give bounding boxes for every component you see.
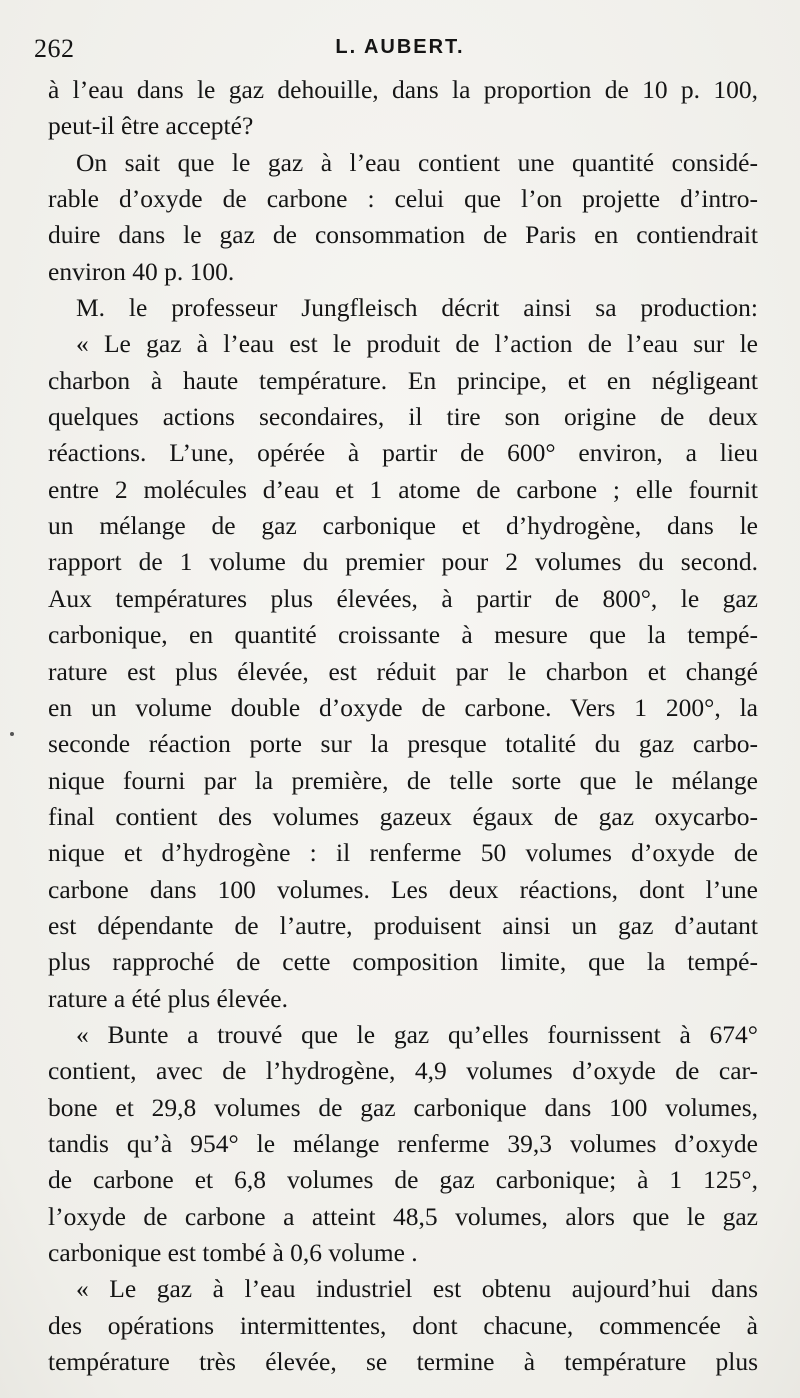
text-line: seconde réaction porte sur la presque totalité du gaz carbo- [48,729,758,759]
text-line: tandis qu’à 954° le mélange renferme 39,3 volumes d’oxyde [48,1128,758,1158]
text-line: final contient des volumes gazeux égaux de gaz oxycarbo- [48,801,758,831]
text-line: plus rapproché de cette composition limite, que la tempé- [48,947,758,977]
text-line: carbonique, en quantité croissante à mesure que la tempé- [48,620,758,650]
text-line: environ 40 p. 100. [48,256,235,286]
page-number: 262 [34,34,75,63]
text-line: « Le gaz à l’eau est le produit de l’action de l’eau sur le [76,329,758,359]
text-line: duire dans le gaz de consommation de Paris en contiendrait [48,220,758,250]
text-line: On sait que le gaz à l’eau contient une quantité considé- [76,147,758,177]
text-line: peut-il être accepté? [48,111,254,141]
text-line: est dépendante de l’autre, produisent ainsi un gaz d’autant [48,910,758,940]
text-line: l’oxyde de carbone a atteint 48,5 volumes, alors que le gaz [48,1201,758,1231]
text-line: à l’eau dans le gaz dehouille, dans la proportion de 10 p. 100, [48,75,758,104]
text-line: en un volume double d’oxyde de carbone. Vers 1 200°, la [48,692,758,722]
text-line: M. le professeur Jungfleisch décrit ainsi sa production: [76,293,758,323]
text-line: charbon à haute température. En principe, et en négligeant [48,365,758,395]
text-line: bone et 29,8 volumes de gaz carbonique dans 100 volumes, [48,1092,758,1122]
running-head: L. AUBERT. [335,36,465,58]
text-line: de carbone et 6,8 volumes de gaz carbonique; à 1 125°, [48,1165,758,1195]
text-line: entre 2 molécules d’eau et 1 atome de carbone ; elle fournit [48,474,758,504]
text-line: rature a été plus élevée. [48,983,288,1013]
margin-dot [10,732,14,736]
text-line: rapport de 1 volume du premier pour 2 volumes du second. [48,547,758,577]
body-text [48,72,758,1380]
text-line: carbonique est tombé à 0,6 volume . [48,1238,418,1267]
text-line: contient, avec de l’hydrogène, 4,9 volumes d’oxyde de car- [48,1056,758,1086]
text-line: température très élevée, se termine à température plus [48,1347,758,1377]
text-line: Aux températures plus élevées, à partir de 800°, le gaz [48,583,758,613]
text-line: rature est plus élevée, est réduit par le charbon et changé [48,656,758,686]
text-line: des opérations intermittentes, dont chacune, commencée à [48,1310,758,1340]
text-line: carbone dans 100 volumes. Les deux réactions, dont l’une [48,874,758,904]
text-line: rable d’oxyde de carbone : celui que l’on projette d’intro- [48,184,758,214]
text-line: « Le gaz à l’eau industriel est obtenu aujourd’hui dans [76,1274,758,1304]
text-line: « Bunte a trouvé que le gaz qu’elles fournissent à 674° [76,1019,758,1049]
text-line: un mélange de gaz carbonique et d’hydrogène, dans le [48,511,758,541]
text-line: nique et d’hydrogène : il renferme 50 volumes d’oxyde de [48,838,758,868]
page-header [0,30,800,64]
text-line: nique fourni par la première, de telle sorte que le mélange [48,765,758,795]
text-line: quelques actions secondaires, il tire son origine de deux [48,402,758,432]
text-line: réactions. L’une, opérée à partir de 600° environ, a lieu [48,438,758,468]
